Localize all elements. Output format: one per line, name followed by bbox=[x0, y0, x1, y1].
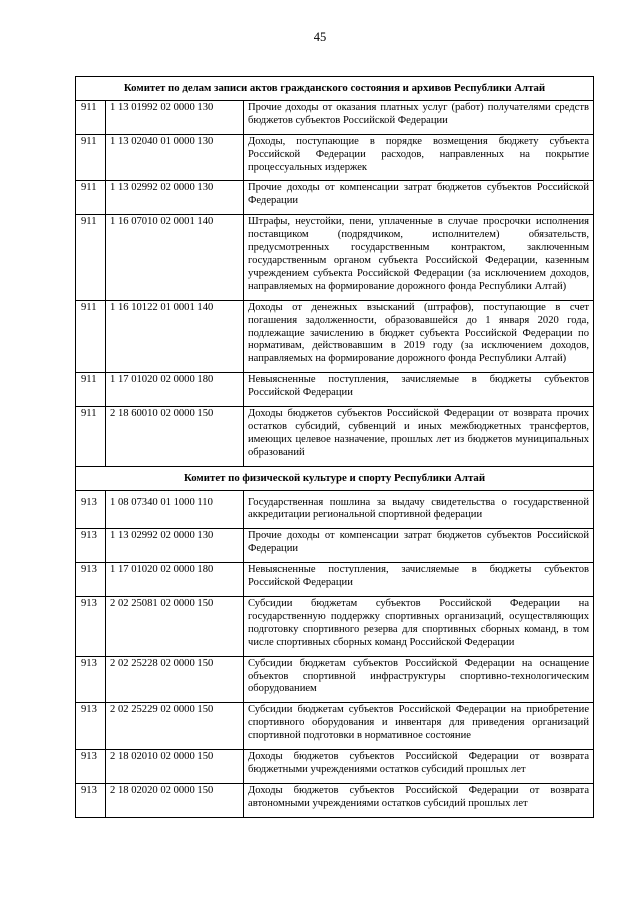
page-number: 45 bbox=[313, 30, 327, 44]
budget-code-cell: 1 16 10122 01 0001 140 bbox=[106, 300, 244, 373]
budget-code-cell: 2 18 60010 02 0000 150 bbox=[106, 407, 244, 467]
table-row bbox=[76, 134, 594, 181]
table-row bbox=[76, 407, 594, 467]
table-row bbox=[76, 373, 594, 407]
table-row bbox=[76, 100, 594, 134]
admin-code-cell: 913 bbox=[76, 656, 106, 703]
table-row bbox=[76, 750, 594, 784]
description-cell: Прочие доходы от оказания платных услуг (работ) получателями средств бюджетов субъектов Российской Федерации bbox=[244, 100, 594, 134]
table-row bbox=[76, 783, 594, 817]
table-row bbox=[76, 490, 594, 529]
admin-code-cell: 913 bbox=[76, 490, 106, 529]
table-body bbox=[76, 77, 594, 818]
section-title: Комитет по делам записи актов гражданского состояния и архивов Республики Алтай bbox=[76, 77, 594, 101]
admin-code-cell: 911 bbox=[76, 100, 106, 134]
description-cell: Субсидии бюджетам субъектов Российской Федерации на приобретение спортивного оборудования и инвентаря для приведения организаций спортивной подготовки в нормативное состояние bbox=[244, 703, 594, 750]
admin-code-cell: 911 bbox=[76, 300, 106, 373]
budget-code-cell: 1 13 01992 02 0000 130 bbox=[106, 100, 244, 134]
admin-code-cell: 911 bbox=[76, 373, 106, 407]
description-cell: Невыясненные поступления, зачисляемые в бюджеты субъектов Российской Федерации bbox=[244, 563, 594, 597]
description-cell: Штрафы, неустойки, пени, уплаченные в случае просрочки исполнения поставщиком (подрядчиком, исполнителем) обязательств, предусмотренных государственным контрактом, заключенным государственным органом субъекта Российской Федерации, казенным учреждением субъекта Российской Федерации (за исключением доходов, направляемых на формирование дорожного фонда Республики Алтай) bbox=[244, 215, 594, 300]
budget-code-cell: 2 02 25081 02 0000 150 bbox=[106, 597, 244, 657]
budget-code-cell: 2 02 25228 02 0000 150 bbox=[106, 656, 244, 703]
description-cell: Доходы бюджетов субъектов Российской Федерации от возврата прочих остатков субсидий, субвенций и иных межбюджетных трансфертов, имеющих целевое назначение, прошлых лет из бюджетов муниципальных образований bbox=[244, 407, 594, 467]
admin-code-cell: 911 bbox=[76, 134, 106, 181]
budget-code-cell: 1 08 07340 01 1000 110 bbox=[106, 490, 244, 529]
budget-code-cell: 1 13 02992 02 0000 130 bbox=[106, 181, 244, 215]
description-cell: Прочие доходы от компенсации затрат бюджетов субъектов Российской Федерации bbox=[244, 181, 594, 215]
admin-code-cell: 913 bbox=[76, 563, 106, 597]
budget-code-cell: 1 17 01020 02 0000 180 bbox=[106, 373, 244, 407]
table-row bbox=[76, 215, 594, 300]
admin-code-cell: 913 bbox=[76, 597, 106, 657]
admin-code-cell: 913 bbox=[76, 529, 106, 563]
description-cell: Прочие доходы от компенсации затрат бюджетов субъектов Российской Федерации bbox=[244, 529, 594, 563]
admin-code-cell: 911 bbox=[76, 407, 106, 467]
budget-code-cell: 1 13 02992 02 0000 130 bbox=[106, 529, 244, 563]
description-cell: Доходы бюджетов субъектов Российской Федерации от возврата бюджетными учреждениями остатков субсидий прошлых лет bbox=[244, 750, 594, 784]
budget-code-cell: 1 13 02040 01 0000 130 bbox=[106, 134, 244, 181]
table-row bbox=[76, 597, 594, 657]
table-row bbox=[76, 181, 594, 215]
budget-code-cell: 1 17 01020 02 0000 180 bbox=[106, 563, 244, 597]
budget-code-cell: 2 18 02020 02 0000 150 bbox=[106, 783, 244, 817]
description-cell: Доходы, поступающие в порядке возмещения бюджету субъекта Российской Федерации расходов, направленных на покрытие процессуальных издержек bbox=[244, 134, 594, 181]
revenue-codes-table bbox=[75, 76, 594, 818]
section-header-row bbox=[76, 466, 594, 490]
table-row bbox=[76, 529, 594, 563]
table-row bbox=[76, 563, 594, 597]
table-row bbox=[76, 703, 594, 750]
admin-code-cell: 911 bbox=[76, 181, 106, 215]
admin-code-cell: 911 bbox=[76, 215, 106, 300]
admin-code-cell: 913 bbox=[76, 703, 106, 750]
budget-code-cell: 2 18 02010 02 0000 150 bbox=[106, 750, 244, 784]
table-row bbox=[76, 300, 594, 373]
table-row bbox=[76, 656, 594, 703]
budget-code-cell: 2 02 25229 02 0000 150 bbox=[106, 703, 244, 750]
description-cell: Невыясненные поступления, зачисляемые в бюджеты субъектов Российской Федерации bbox=[244, 373, 594, 407]
description-cell: Субсидии бюджетам субъектов Российской Федерации на оснащение объектов спортивной инфраструктуры спортивно-технологическим оборудованием bbox=[244, 656, 594, 703]
budget-code-cell: 1 16 07010 02 0001 140 bbox=[106, 215, 244, 300]
description-cell: Доходы бюджетов субъектов Российской Федерации от возврата автономными учреждениями остатков субсидий прошлых лет bbox=[244, 783, 594, 817]
description-cell: Субсидии бюджетам субъектов Российской Федерации на государственную поддержку спортивных организаций, осуществляющих подготовку спортивного резерва для спортивных сборных команд, в том числе спортивных сборных команд Российской Федерации bbox=[244, 597, 594, 657]
admin-code-cell: 913 bbox=[76, 750, 106, 784]
section-header-row bbox=[76, 77, 594, 101]
description-cell: Государственная пошлина за выдачу свидетельства о государственной аккредитации региональной спортивной федерации bbox=[244, 490, 594, 529]
admin-code-cell: 913 bbox=[76, 783, 106, 817]
section-title: Комитет по физической культуре и спорту Республики Алтай bbox=[76, 466, 594, 490]
description-cell: Доходы от денежных взысканий (штрафов), поступающие в счет погашения задолженности, образовавшейся до 1 января 2020 года, подлежащие зачислению в бюджет субъекта Российской Федерации по нормативам, действовавшим в 2019 году (за исключением доходов, направляемых на формирование дорожного фонда Республики Алтай) bbox=[244, 300, 594, 373]
